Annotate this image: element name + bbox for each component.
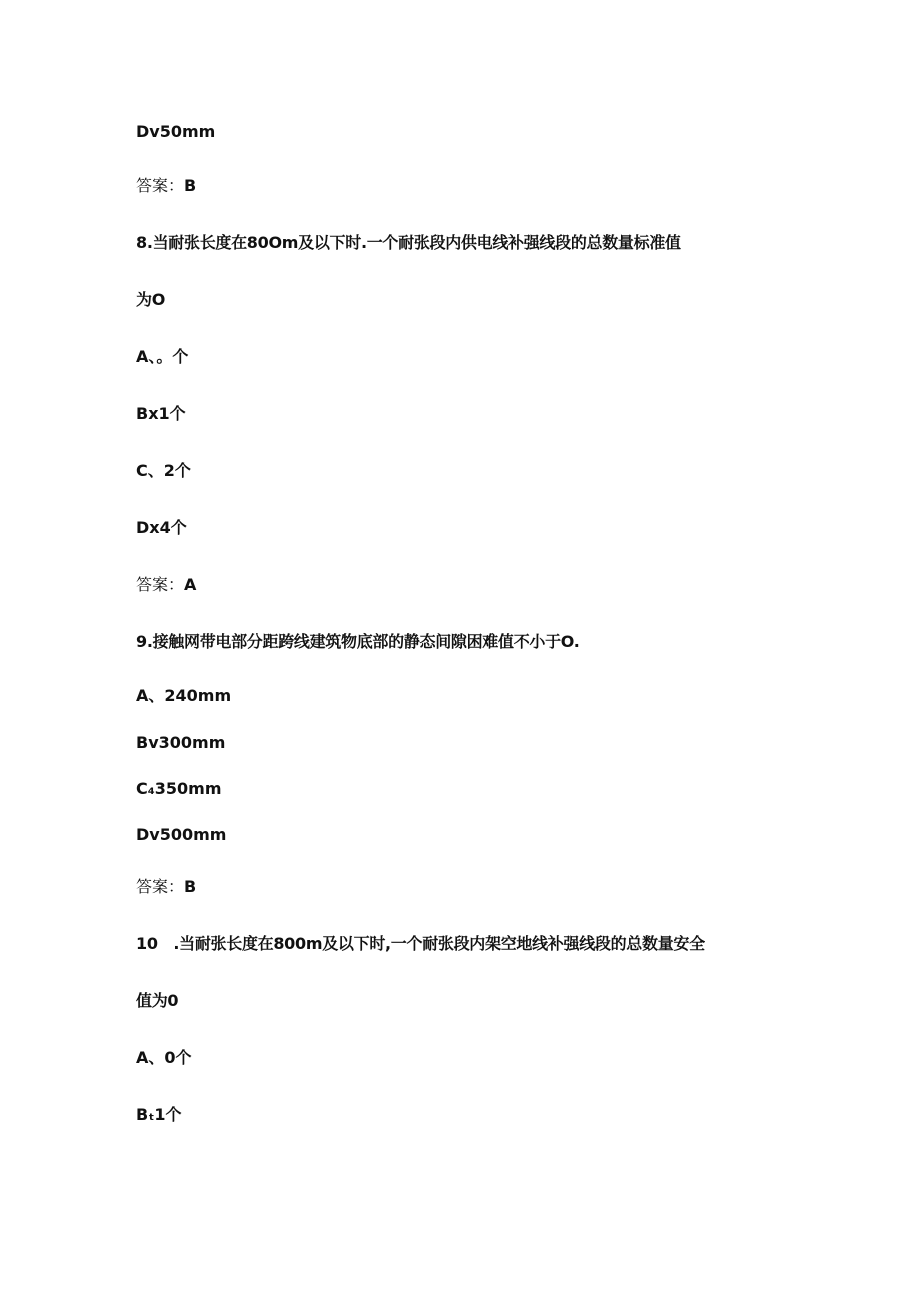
- option-d-q9: Dv500mm: [136, 825, 227, 844]
- option-b-q10: Bₜ1个: [136, 1105, 182, 1124]
- question-8-line-1: 8.当耐张长度在80Om及以下时.一个耐张段内供电线补强线段的总数量标准值: [136, 233, 681, 252]
- answer-label: 答案：: [136, 176, 185, 195]
- option-a-q8: A、。个: [136, 347, 189, 366]
- option-b-q9: Bv300mm: [136, 733, 226, 752]
- question-8-line-2: 为O: [136, 290, 166, 309]
- answer-q9: [136, 877, 196, 897]
- answer-label: 答案：: [136, 877, 185, 896]
- option-a-q10: A、0个: [136, 1048, 192, 1067]
- option-a-q9: A、240mm: [136, 686, 232, 705]
- answer-q8: [136, 575, 196, 595]
- option-b-q8: Bx1个: [136, 404, 186, 423]
- option-d-q7: Dv50mm: [136, 122, 216, 141]
- option-c-q8: C、2个: [136, 461, 191, 480]
- answer-q7: [136, 176, 196, 196]
- question-10-line-1: 10 .当耐张长度在800m及以下时,一个耐张段内架空地线补强线段的总数量安全: [136, 934, 705, 953]
- question-10-line-2: 值为0: [136, 991, 179, 1010]
- answer-value: A: [184, 575, 197, 594]
- answer-value: B: [184, 877, 197, 896]
- answer-label: 答案：: [136, 575, 185, 594]
- answer-value: B: [184, 176, 197, 195]
- option-c-q9: C₄350mm: [136, 779, 222, 798]
- option-d-q8: Dx4个: [136, 518, 187, 537]
- question-9: 9.接触网带电部分距跨线建筑物底部的静态间隙困难值不小于O.: [136, 632, 580, 651]
